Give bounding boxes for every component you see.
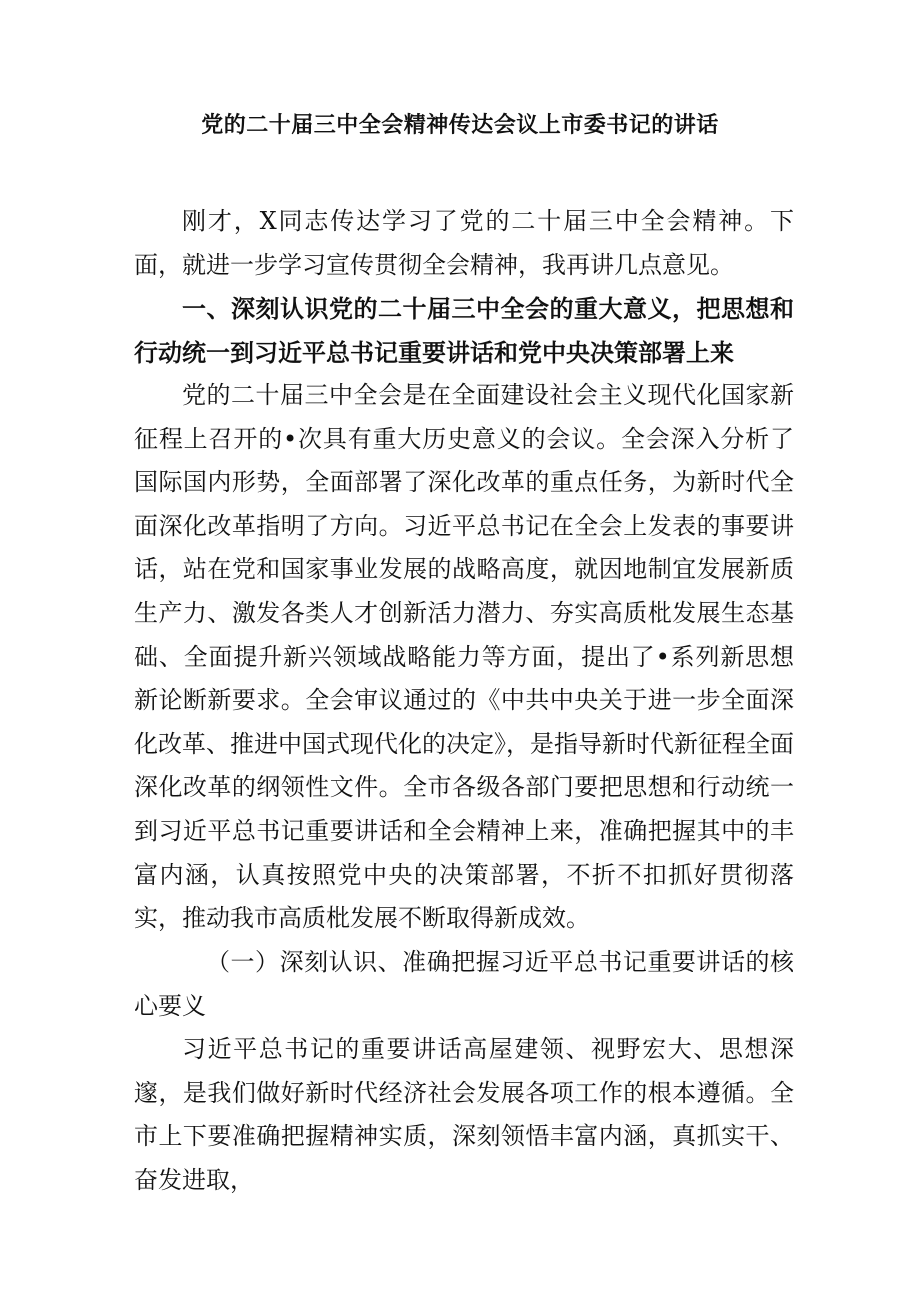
document-title: 党的二十届三中全会精神传达会议上市委书记的讲话: [201, 112, 719, 138]
subsection-1-heading: （一）深刻认识、准确把握习近平总书记重要讲话的核心要义: [134, 948, 794, 1020]
subsection-1-paragraph: 习近平总书记的重要讲话高屋建领、视野宏大、思想深邃，是我们做好新时代经济社会发展各项工作的根本遵循。全市上下要准确把握精神实质，深刻领悟丰富内涵，真抓实干、奋发进取，: [134, 1035, 794, 1194]
intro-paragraph: 刚才，X同志传达学习了党的二十届三中全会精神。下面，就进一步学习宣传贯彻全会精神，我再讲几点意见。: [134, 207, 794, 279]
section-1-paragraph: 党的二十届三中全会是在全面建设社会主义现代化国家新征程上召开的•次具有重大历史意义的会议。全会深入分析了国际国内形势，全面部署了深化改革的重点任务，为新时代全面深化改革指明了方向。习近平总书记在全会上发表的事要讲话，站在党和国家事业发展的战略高度，就因地制宜发展新质生产力、激发各类人才创新活力潜力、夯实高质枇发展生态基础、全面提升新兴领域战略能力等方面，提出了•系列新思想新论断新要求。全会审议通过的《中共中央关于进一步全面深化改革、推进中国式现代化的决定》，是指导新时代新征程全面深化改革的纲领性文件。全市各级各部门要把思想和行动统一到习近平总书记重要讲话和全会精神上来，准确把握其中的丰富内涵，认真按照党中央的决策部署，不折不扣抓好贯彻落实，推动我市高质枇发展不断取得新成效。: [134, 381, 794, 933]
section-1-heading: 一、深刻认识党的二十届三中全会的重大意义，把思想和行动统一到习近平总书记重要讲话和党中央决策部署上来: [134, 294, 794, 367]
